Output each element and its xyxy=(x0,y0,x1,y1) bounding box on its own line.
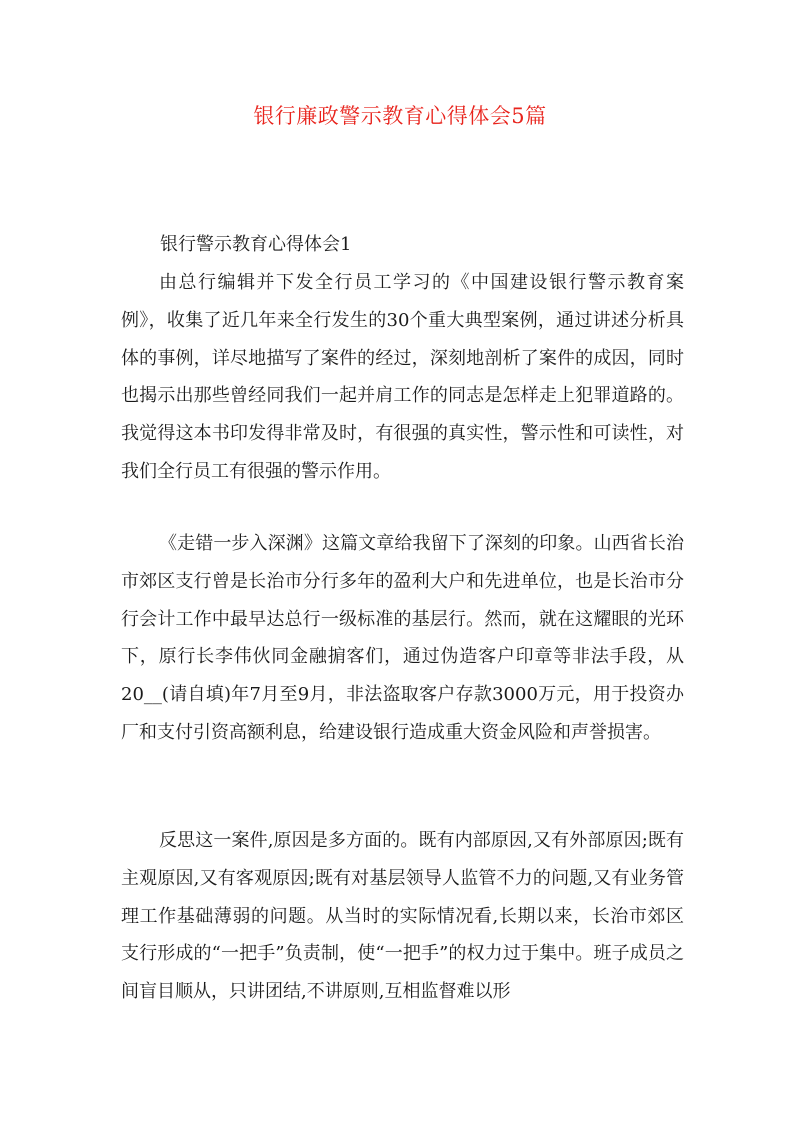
document-title: 银行廉政警示教育心得体会5篇 xyxy=(253,104,547,128)
paragraph-3: 反思这一案件,原因是多方面的。既有内部原因,又有外部原因;既有主观原因,又有客观原因;既有对基层领导人监管不力的问题,又有业务管理工作基础薄弱的问题。从当时的实际情况看,长期以来，长治市郊区支行形成的“一把手”负责制，使“一把手”的权力过于集中。班子成员之间盲目顺从，只讲团结,不讲原则,互相监督难以形 xyxy=(121,830,684,1003)
paragraph-1: 由总行编辑并下发全行员工学习的《中国建设银行警示教育案例》，收集了近几年来全行发生的30个重大典型案例，通过讲述分析具体的事例，详尽地描写了案件的经过，深刻地剖析了案件的成因，同时也揭示出那些曾经同我们一起并肩工作的同志是怎样走上犯罪道路的。我觉得这本书印发得非常及时，有很强的真实性，警示性和可读性，对我们全行员工有很强的警示作用。 xyxy=(121,272,684,482)
section-heading: 银行警示教育心得体会1 xyxy=(160,234,352,255)
paragraph-2: 《走错一步入深渊》这篇文章给我留下了深刻的印象。山西省长治市郊区支行曾是长治市分行多年的盈利大户和先进单位，也是长治市分行会计工作中最早达总行一级标准的基层行。然而，就在这耀眼的光环下，原行长李伟伙同金融掮客们，通过伪造客户印章等非法手段，从20__(请自填)年7月至9月，非法盗取客户存款3000万元，用于投资办厂和支付引资高额利息，给建设银行造成重大资金风险和声誉损害。 xyxy=(121,533,684,743)
